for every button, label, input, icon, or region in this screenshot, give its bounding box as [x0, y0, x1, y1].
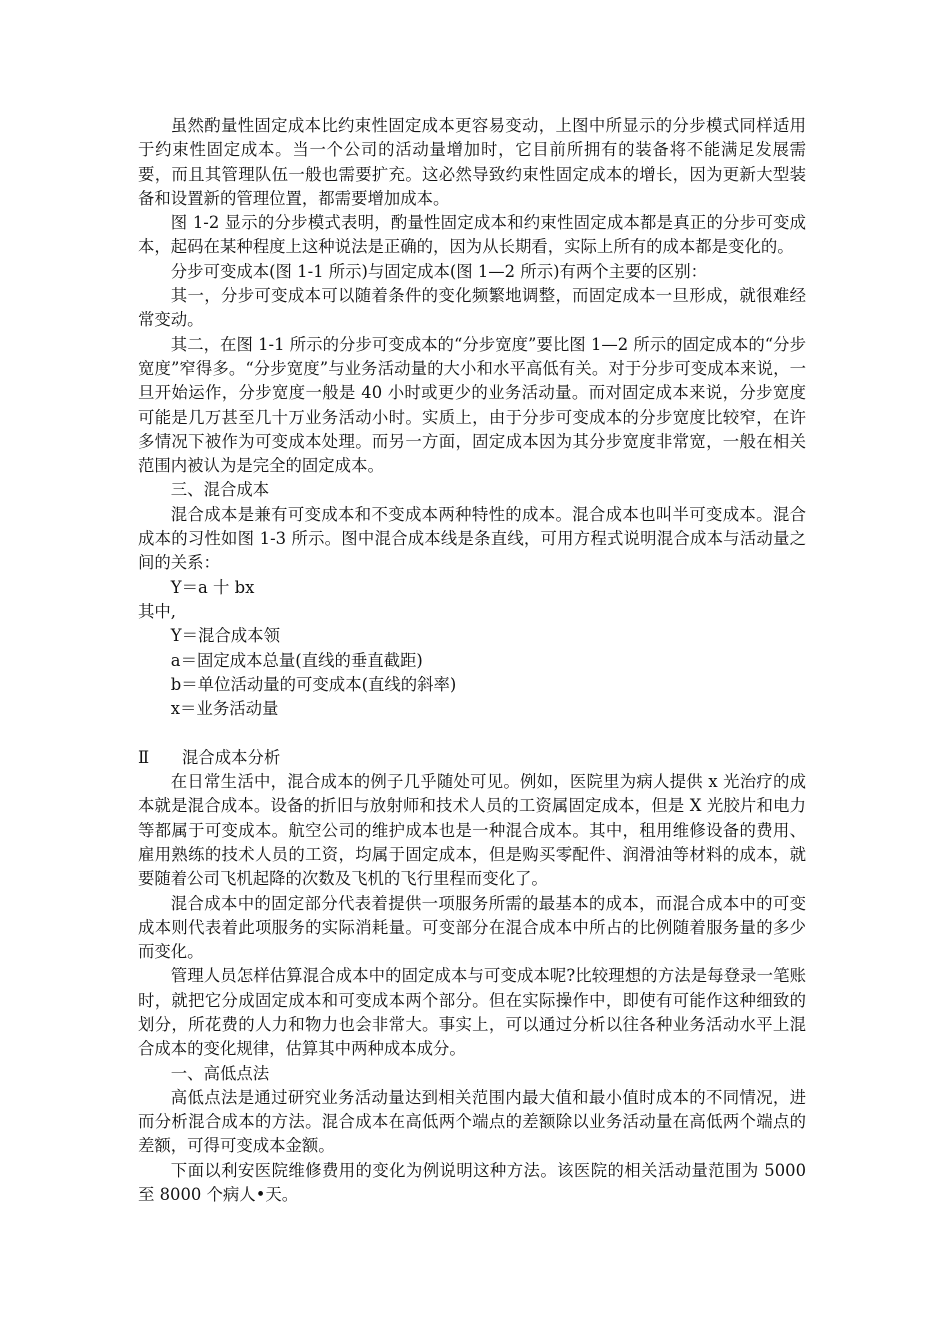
paragraph: 管理人员怎样估算混合成本中的固定成本与可变成本呢?比较理想的方法是每登录一笔账时，就把它分成固定成本和可变成本两个部分。但在实际操作中，即使有可能作这种细致的划分，所花费的人力和物力也会非常大。事实上，可以通过分析以往各种业务活动水平上混合成本的变化规律，估算其中两种成本成分。 [138, 966, 806, 1059]
document-body [138, 114, 806, 1207]
where-label: 其中, [138, 601, 176, 621]
paragraph: 分步可变成本(图 1-1 所示)与固定成本(图 1—2 所示)有两个主要的区别： [170, 261, 708, 281]
paragraph: 下面以利安医院维修费用的变化为例说明这种方法。该医院的相关活动量范围为 5000 至 8000 个病人•天。 [138, 1160, 806, 1205]
definition-a: a＝固定成本总量(直线的垂直截距) [170, 650, 423, 670]
section-heading: Ⅱ 混合成本分析 [138, 747, 281, 767]
definition-b: b＝单位活动量的可变成本(直线的斜率) [170, 674, 457, 694]
paragraph: 混合成本是兼有可变成本和不变成本两种特性的成本。混合成本也叫半可变成本。混合成本的习性如图 1-3 所示。图中混合成本线是条直线，可用方程式说明混合成本与活动量之间的关系： [138, 504, 806, 573]
subheading-mixed-cost: 三、混合成本 [170, 480, 270, 500]
paragraph: 其一，分步可变成本可以随着条件的变化频繁地调整，而固定成本一旦形成，就很难经常变动。 [138, 286, 806, 330]
paragraph: 在日常生活中，混合成本的例子几乎随处可见。例如，医院里为病人提供 x 光治疗的成本就是混合成本。设备的折旧与放射师和技术人员的工资属固定成本，但是 X 光胶片和电力等都属于可变成本。航空公司的维护成本也是一种混合成本。其中，租用维修设备的费用、雇用熟练的技术人员的工资，均属于固定成本，但是购买零配件、润滑油等材料的成本，就要随着公司飞机起降的次数及飞机的飞行里程而变化了。 [138, 772, 806, 889]
definition-y: Y＝混合成本领 [170, 626, 280, 646]
paragraph: 虽然酌量性固定成本比约束性固定成本更容易变动，上图中所显示的分步模式同样适用于约束性固定成本。当一个公司的活动量增加时，它目前所拥有的装备将不能满足发展需要，而且其管理队伍一般也需要扩充。这必然导致约束性固定成本的增长，因为更新大型装备和设置新的管理位置，都需要增加成本。 [138, 116, 806, 208]
blank-line [138, 721, 806, 745]
paragraph: 高低点法是通过研究业务活动量达到相关范围内最大值和最小值时成本的不同情况，进而分析混合成本的方法。混合成本在高低两个端点的差额除以业务活动量在高低两个端点的差额，可得可变成本金额。 [138, 1087, 806, 1156]
paragraph: 混合成本中的固定部分代表着提供一项服务所需的最基本的成本，而混合成本中的可变成本则代表着此项服务的实际消耗量。可变部分在混合成本中所占的比例随着服务量的多少而变化。 [138, 893, 806, 962]
paragraph: 图 1-2 显示的分步模式表明，酌量性固定成本和约束性固定成本都是真正的分步可变成本，起码在某种程度上这种说法是正确的，因为从长期看，实际上所有的成本都是变化的。 [138, 213, 806, 257]
paragraph: 其二，在图 1-1 所示的分步可变成本的“分步宽度”要比图 1—2 所示的固定成本的“分步宽度”窄得多。“分步宽度”与业务活动量的大小和水平高低有关。对于分步可变成本来说，一旦开始运作，分步宽度一般是 40 小时或更少的业务活动量。而对固定成本来说，分步宽度可能是几万甚至几十万业务活动小时。实质上，由于分步可变成本的分步宽度比较窄，在许多情况下被作为可变成本处理。而另一方面，固定成本因为其分步宽度非常宽，一般在相关范围内被认为是完全的固定成本。 [138, 334, 806, 476]
definition-x: x＝业务活动量 [170, 699, 279, 719]
formula: Y＝a 十 bx [170, 577, 255, 597]
subheading-high-low-method: 一、高低点法 [170, 1063, 270, 1083]
